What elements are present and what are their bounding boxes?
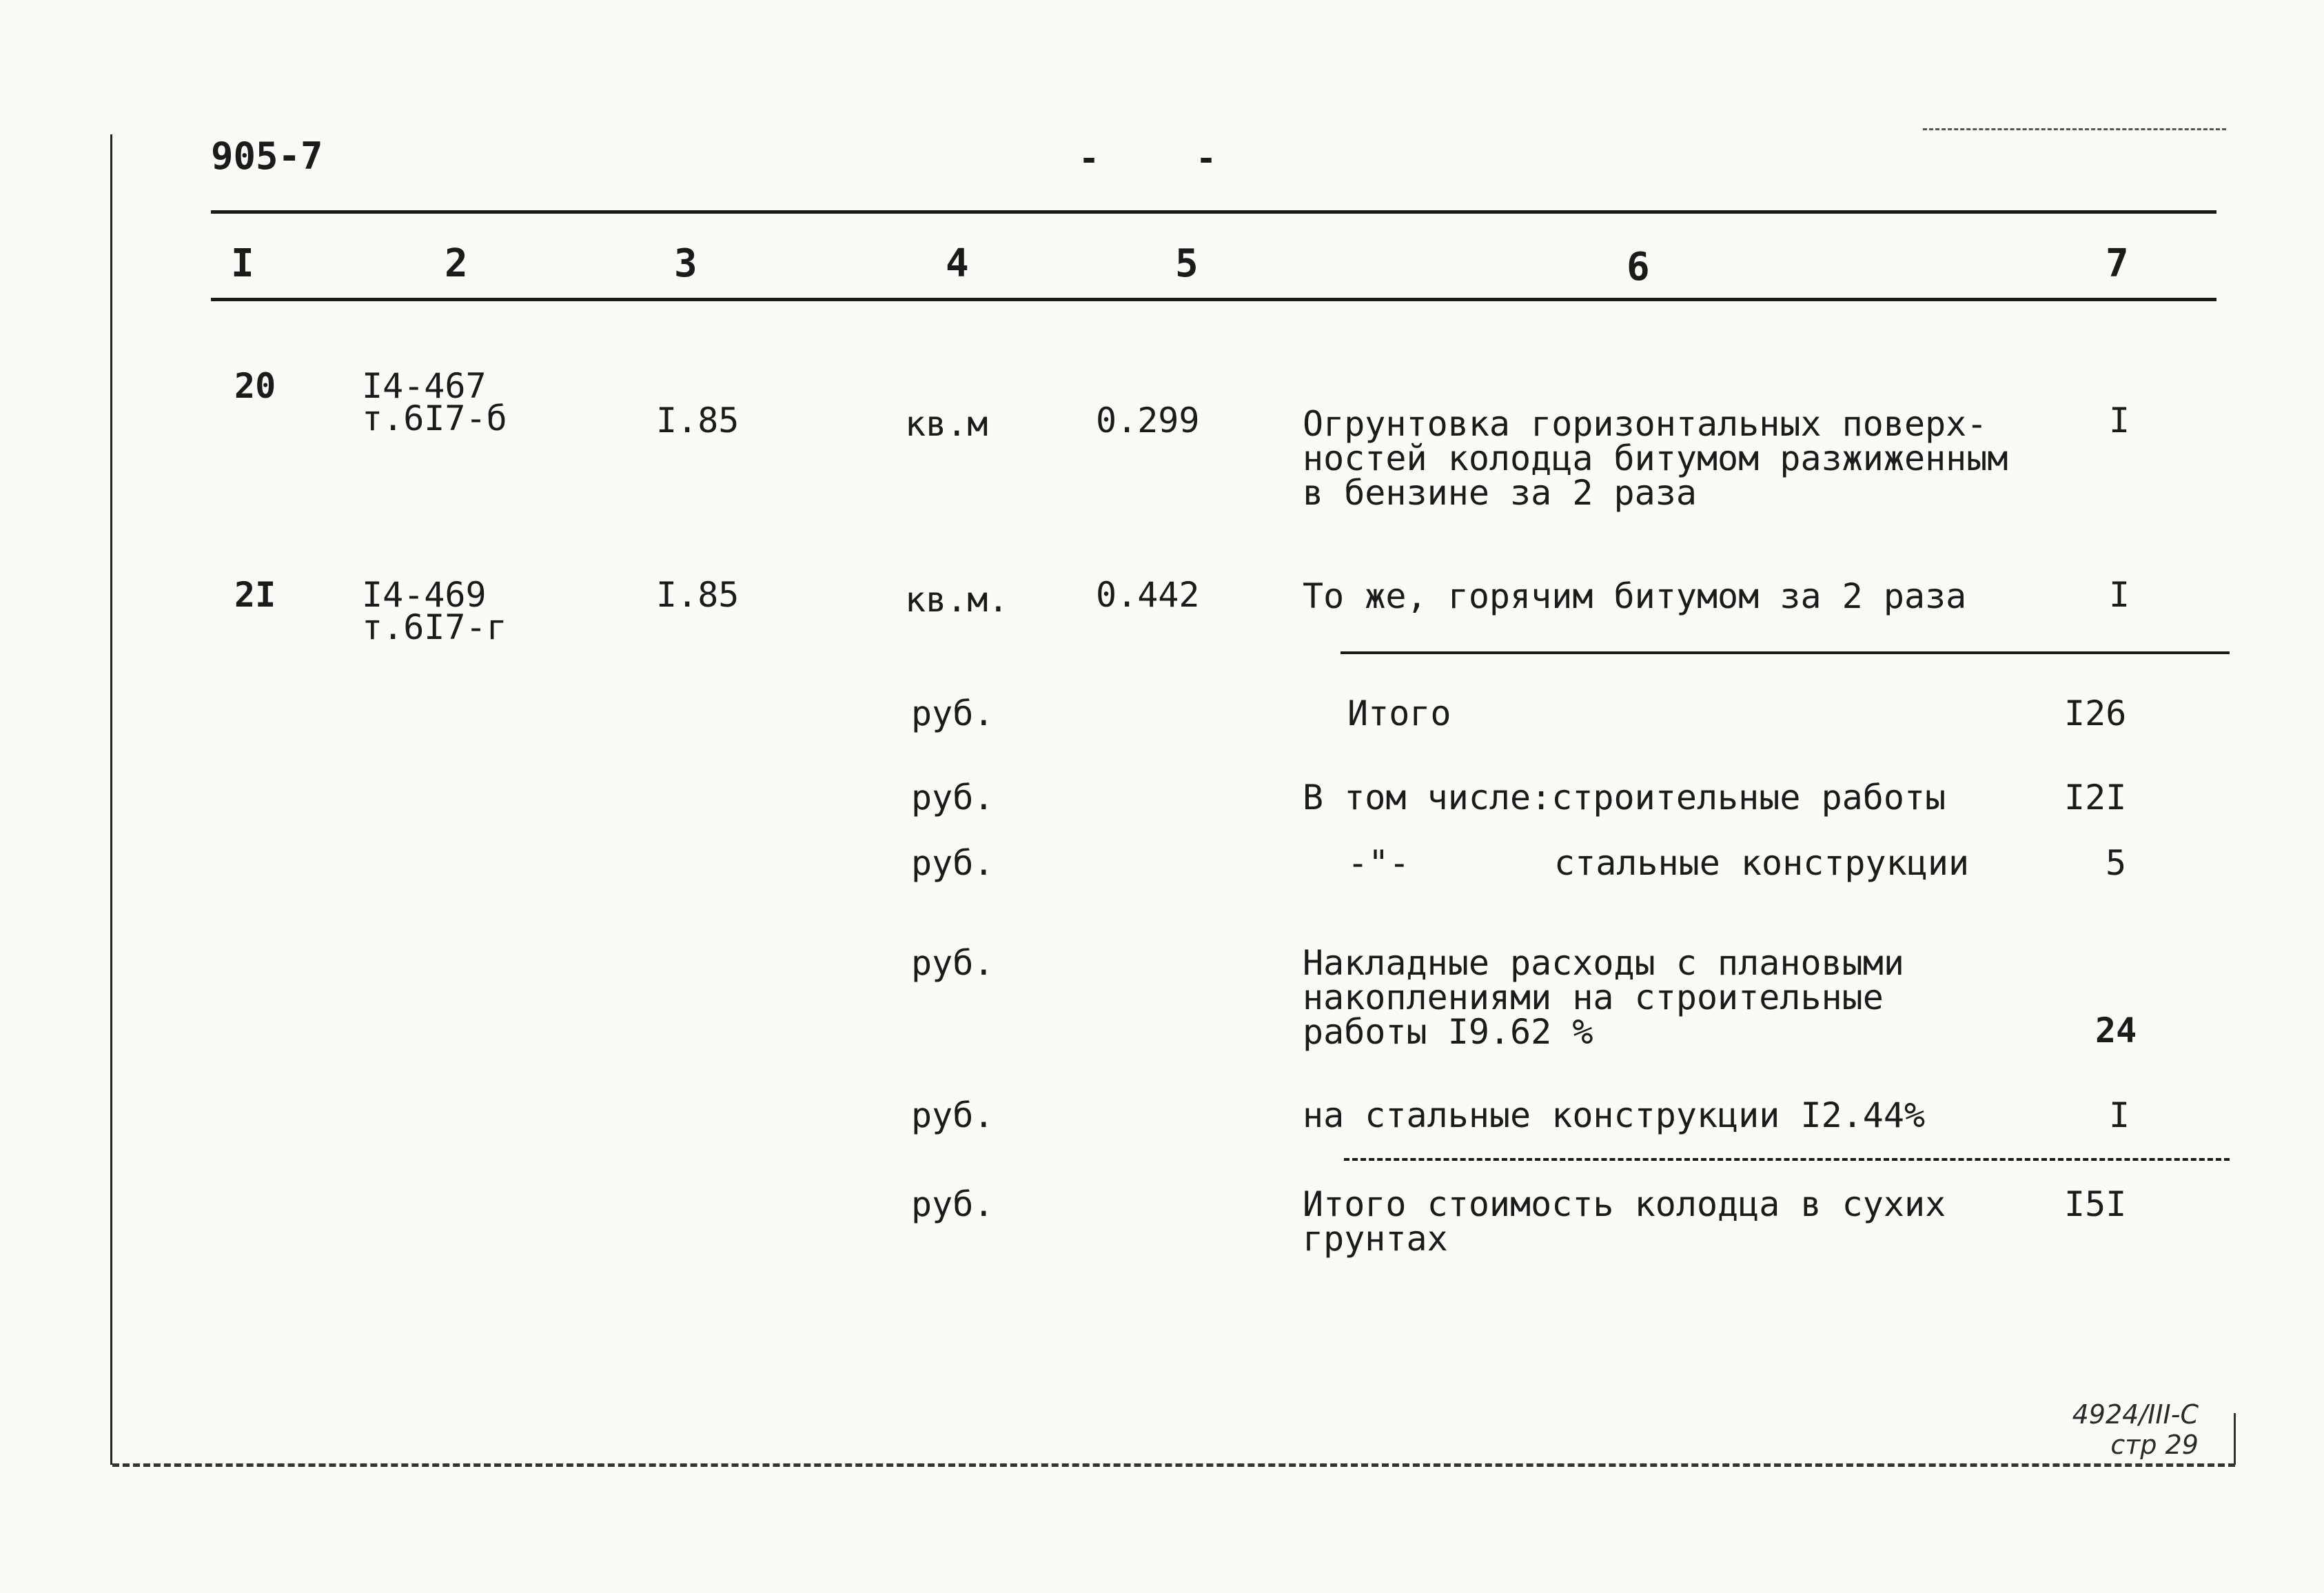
document-code: 905-7 xyxy=(211,134,323,178)
row-quantity: 0.442 xyxy=(1096,575,1200,615)
summary-label: Итого xyxy=(1347,693,1451,733)
summary-unit: руб. xyxy=(911,843,995,883)
column-header-1: I xyxy=(231,241,254,286)
row-code: I4-469 xyxy=(362,575,487,615)
summary-value: 5 xyxy=(2106,843,2127,883)
row-quantity: 0.299 xyxy=(1096,400,1200,440)
total-rule xyxy=(1344,1158,2230,1161)
row-table-ref: т.6I7-б xyxy=(362,398,507,438)
column-header-4: 4 xyxy=(946,241,969,286)
row-code: I4-467 xyxy=(362,366,487,406)
column-header-3: 3 xyxy=(674,241,697,286)
ditto-mark: -"- xyxy=(1347,843,1410,883)
right-corner-line xyxy=(2234,1413,2236,1465)
header-dash-1: - xyxy=(1079,139,1100,179)
column-header-2: 2 xyxy=(445,241,468,286)
header-dash-2: - xyxy=(1196,139,1217,179)
row-number: 20 xyxy=(234,366,276,406)
left-border-line xyxy=(110,134,112,1465)
summary-value: I xyxy=(2109,1095,2130,1135)
subtotal-rule xyxy=(1341,651,2230,654)
row-number: 2I xyxy=(234,575,276,615)
table-header-rule xyxy=(211,298,2216,301)
summary-unit: руб. xyxy=(911,778,995,818)
row-value: I xyxy=(2109,575,2130,615)
summary-label: Итого стоимость колодца в сухих грунтах xyxy=(1303,1184,1946,1259)
summary-unit: руб. xyxy=(911,1184,995,1224)
column-header-7: 7 xyxy=(2106,241,2129,286)
summary-value: I26 xyxy=(2064,693,2127,733)
summary-unit: руб. xyxy=(911,1095,995,1135)
table-top-rule xyxy=(211,210,2216,214)
row-coefficient: I.85 xyxy=(656,400,740,440)
row-description: То же, горячим битумом за 2 раза xyxy=(1303,576,1967,616)
row-unit: кв.м xyxy=(905,404,988,444)
column-header-5: 5 xyxy=(1175,241,1199,286)
top-right-dash-line xyxy=(1923,128,2226,130)
summary-label: В том числе:строительные работы xyxy=(1303,778,1946,818)
summary-label: на стальные конструкции I2.44% xyxy=(1303,1095,1926,1135)
summary-value: 24 xyxy=(2095,1011,2137,1051)
summary-label: Накладные расходы с плановыми накоплениями на строительные работы I9.62 % xyxy=(1303,943,1904,1052)
summary-label: стальные конструкции xyxy=(1554,843,1970,883)
summary-unit: руб. xyxy=(911,943,995,983)
summary-unit: руб. xyxy=(911,693,995,733)
row-table-ref: т.6I7-г xyxy=(362,607,507,647)
row-description: Огрунтовка горизонтальных поверх- ностей колодца битумом разжиженным в бензине за 2 раза xyxy=(1303,404,2008,513)
row-coefficient: I.85 xyxy=(656,575,740,615)
footer-page-stamp: 4924/III-С стр 29 xyxy=(2072,1399,2199,1460)
row-value: I xyxy=(2109,400,2130,440)
summary-value: I2I xyxy=(2064,778,2127,818)
row-unit: кв.м. xyxy=(905,580,1009,620)
bottom-border-line xyxy=(112,1463,2235,1467)
summary-value: I5I xyxy=(2064,1184,2127,1224)
column-header-6: 6 xyxy=(1627,245,1650,290)
